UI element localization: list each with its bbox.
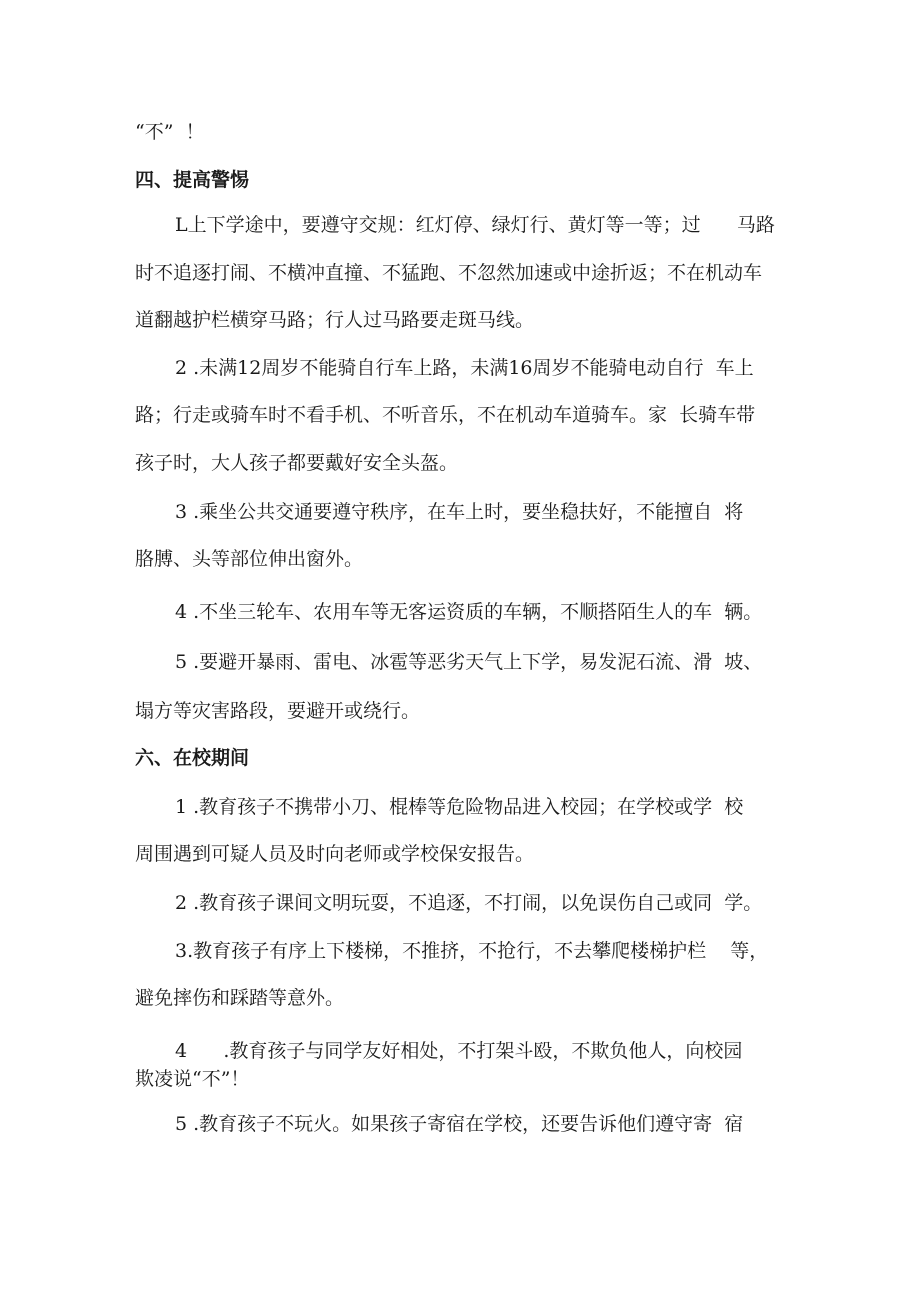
paragraph-line: 5 .要避开暴雨、雷电、冰雹等恶劣天气上下学，易发泥石流、滑 坡、 — [175, 651, 763, 673]
paragraph-line: 3.教育孩子有序上下楼梯，不推挤，不抢行，不去攀爬楼梯护栏 等， — [175, 940, 769, 962]
paragraph-line: 5 .教育孩子不玩火。如果孩子寄宿在学校，还要告诉他们遵守寄 宿 — [175, 1113, 744, 1135]
paragraph-line: 周围遇到可疑人员及时向老师或学校保安报告。 — [135, 843, 535, 865]
paragraph-line: 避免摔伤和踩踏等意外。 — [135, 987, 345, 1009]
paragraph-line: 欺凌说“不”！ — [135, 1068, 250, 1090]
paragraph-line: 3 .乘坐公共交通要遵守秩序，在车上时，要坐稳扶好，不能擅自 将 — [175, 501, 744, 523]
paragraph-line: L上下学途中，要遵守交规：红灯停、绿灯行、黄灯等一等；过 马路 — [175, 214, 775, 236]
paragraph-line: 1 .教育孩子不携带小刀、棍棒等危险物品进入校园；在学校或学 校 — [175, 796, 744, 818]
paragraph-line: 4 .教育孩子与同学友好相处，不打架斗殴，不欺负他人，向校园 — [175, 1040, 743, 1062]
section-heading-at-school: 六、在校期间 — [135, 747, 250, 769]
paragraph-line: 孩子时，大人孩子都要戴好安全头盔。 — [135, 452, 459, 474]
paragraph-line: 2 .教育孩子课间文明玩耍，不追逐，不打闹，以免误伤自己或同 学。 — [175, 892, 763, 914]
paragraph-line: 胳膊、头等部位伸出窗外。 — [135, 548, 364, 570]
paragraph-line: 塌方等灾害路段，要避开或绕行。 — [135, 700, 421, 722]
paragraph-line: 道翻越护栏横穿马路；行人过马路要走斑马线。 — [135, 309, 535, 331]
text-line-quote-no: “不” ！ — [135, 121, 205, 143]
paragraph-line: 2 .未满12周岁不能骑自行车上路，未满16周岁不能骑电动自行 车上 — [175, 357, 754, 379]
paragraph-line: 4 .不坐三轮车、农用车等无客运资质的车辆，不顺搭陌生人的车 辆。 — [175, 601, 763, 623]
paragraph-line: 路；行走或骑车时不看手机、不听音乐，不在机动车道骑车。家 长骑车带 — [135, 404, 756, 426]
paragraph-line: 时不追逐打闹、不横冲直撞、不猛跑、不忽然加速或中途折返；不在机动车 — [135, 262, 763, 284]
section-heading-alertness: 四、提高警惕 — [135, 169, 250, 191]
